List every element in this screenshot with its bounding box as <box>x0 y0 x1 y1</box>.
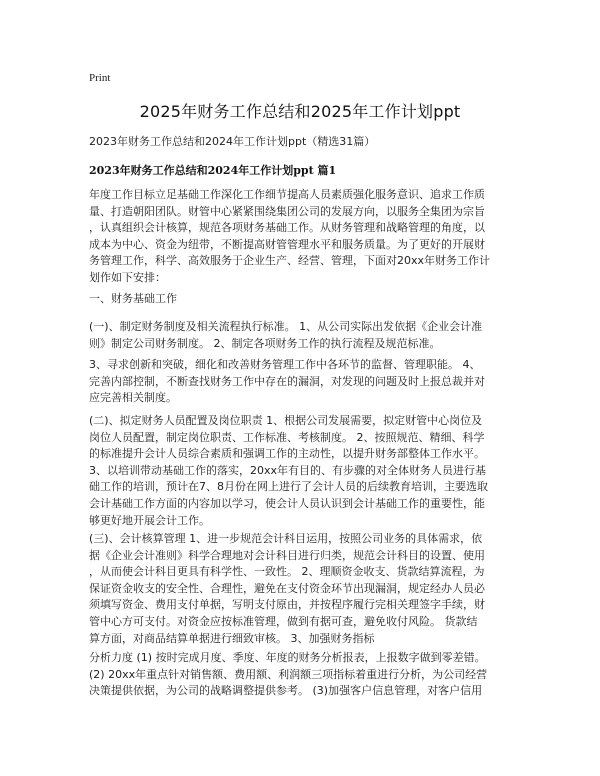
text-line: 会计基础工作方面的内容加以学习，使会计人员认识到会计基础工作的重要性，能 <box>89 496 485 510</box>
text-line: 则》制定公司财务制度。 2、制定各项财务工作的执行流程及规范标准。 <box>89 336 441 350</box>
section-heading: 2023年财务工作总结和2024年工作计划ppt 篇1 <box>89 164 337 177</box>
text-line: (2) 20xx年重点针对销售额、费用额、利润额三项指标着重进行分析，为公司经营 <box>89 667 488 681</box>
text-line: ，从而使会计科目更具有科学性、一致性。 2、理顺资金收支、货款结算流程，为 <box>89 565 485 579</box>
text-line: (一)、制定财务制度及相关流程执行标准。 1、从公司实际出发依据《企业会计准 <box>89 320 483 333</box>
paragraph-policy <box>89 319 514 352</box>
text-line: 须填写资金、费用支付单据，写明支付原由，并按程序履行完相关理签字手续，财 <box>89 598 485 612</box>
text-line: 算方面，对商品结算单据进行细致审核。 3、加强财务指标 <box>89 631 375 645</box>
paragraph-section-one <box>89 291 514 308</box>
paragraph-staffing <box>89 413 514 529</box>
paragraph-innovation <box>89 357 514 407</box>
text-line: 务管理工作，科学、高效服务于企业生产、经营、管理，下面对20xx年财务工作计 <box>89 254 491 268</box>
text-line: 岗位人员配置，制定岗位职责、工作标准、考核制度。 2、按照规范、精细、科学 <box>89 430 485 444</box>
text-line: 够更好地开展会计工作。 <box>89 513 210 527</box>
text-line: 管中心方可支付。对资金应按标准管理，做到有据可查，避免收付风险。 货款结 <box>89 614 478 628</box>
text-line: 应完善相关制度。 <box>89 391 177 405</box>
text-line: 决策提供依据，为公司的战略调整提供参考。 (3)加强客户信息管理，对客户信用 <box>89 684 483 698</box>
text-line: 一、财务基础工作 <box>89 292 177 305</box>
text-line: (三)、会计核算管理 1、进一步规范会计科目运用，按照公司业务的具体需求，依 <box>89 532 483 545</box>
text-line: 的标准提升会计人员综合素质和强调工作的主动性，以提升财务部整体工作水平。 <box>89 447 485 461</box>
text-line: 完善内部控制，不断查找财务工作中存在的漏洞，对发现的问题及时上报总裁并对 <box>89 374 485 388</box>
paragraph-analysis <box>89 650 514 700</box>
paragraph-accounting <box>89 531 514 647</box>
text-line: 3、寻求创新和突破，细化和改善财务管理工作中各环节的监督、管理职能。 4、 <box>89 358 481 371</box>
text-line: 保证资金收支的安全性、合理性，避免在支付资金环节出现漏洞，规定经办人员必 <box>89 581 485 595</box>
text-line: ，认真组织会计核算，规范各项财务基础工作。从财务管理和战略管理的角度，以 <box>89 221 485 235</box>
paragraph-intro <box>89 187 514 287</box>
text-line: 础工作的培训，预计在7、8月份在网上进行了会计人员的后续教育培训，主要选取 <box>89 480 488 494</box>
text-line: 量、打造朝阳团队。财管中心紧紧围绕集团公司的发展方向，以服务全集团为宗旨 <box>89 204 485 218</box>
text-line: 3、以培训带动基础工作的落实，20xx年有目的、有步骤的对全体财务人员进行基 <box>89 463 487 477</box>
text-line: (二)、拟定财务人员配置及岗位职责 1、根据公司发展需要，拟定财管中心岗位及 <box>89 414 483 427</box>
print-label: Print <box>89 72 111 84</box>
text-line: 年度工作目标立足基础工作深化工作细节提高人员素质强化服务意识、追求工作质 <box>89 188 485 201</box>
text-line: 分析力度 (1) 按时完成月度、季度、年度的财务分析报表，上报数字做到零差错。 <box>89 651 486 664</box>
document-subtitle: 2023年财务工作总结和2024年工作计划ppt（精选31篇） <box>89 135 376 148</box>
document-title: 2025年财务工作总结和2025年工作计划ppt <box>139 102 461 121</box>
text-line: 成本为中心、资金为纽带，不断提高财管管理水平和服务质量。为了更好的开展财 <box>89 237 485 251</box>
text-line: 据《企业会计准则》科学合理地对会计科目进行归类，规范会计科目的设置、使用 <box>89 548 485 562</box>
text-line: 划作如下安排： <box>89 270 166 284</box>
